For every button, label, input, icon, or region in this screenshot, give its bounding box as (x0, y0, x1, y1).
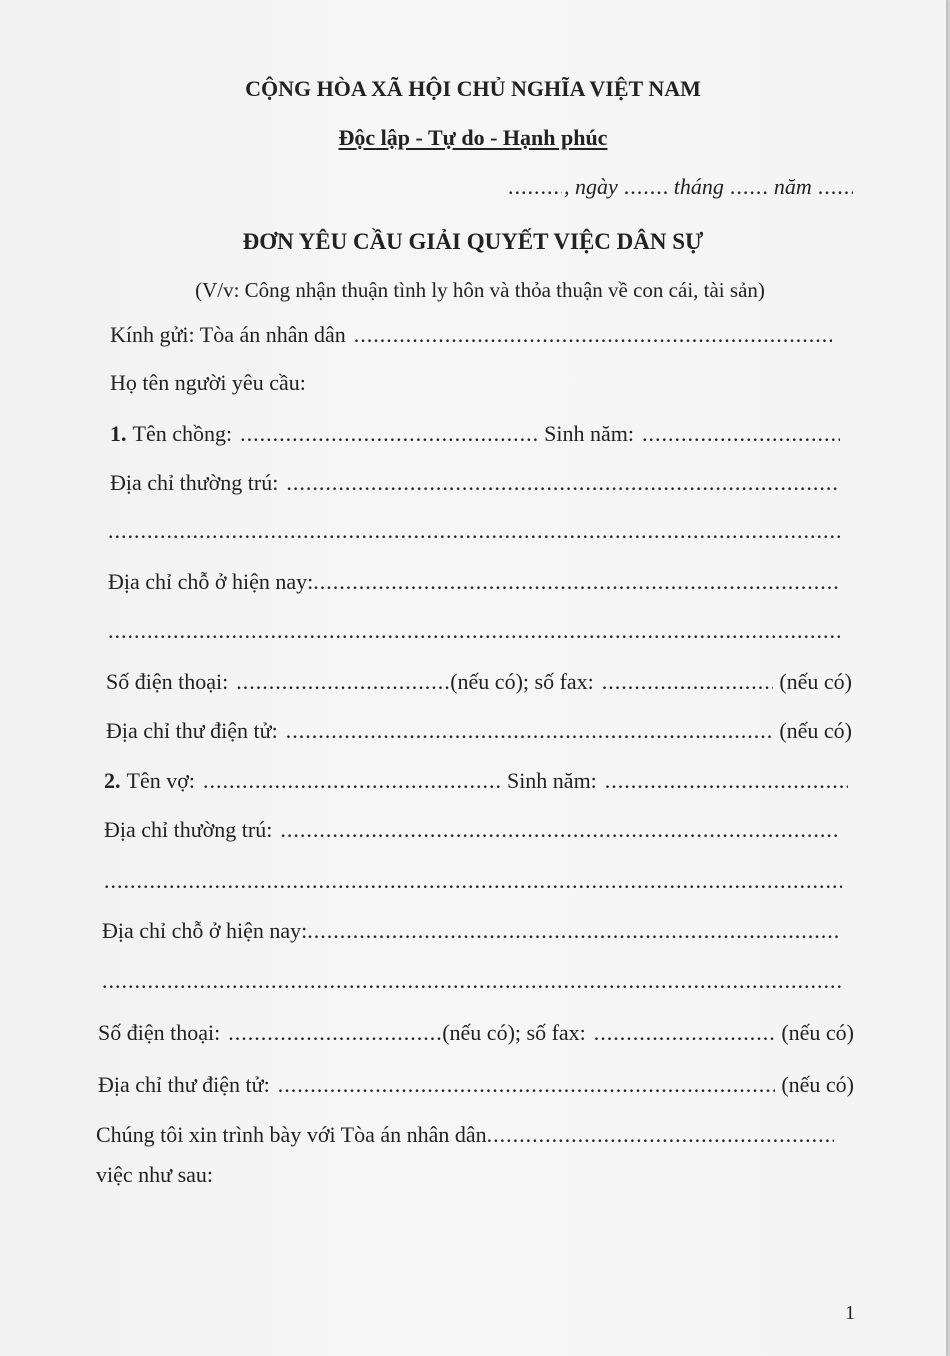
husband-phone-field[interactable] (236, 669, 450, 695)
husband-current-label: Địa chỉ chỗ ở hiện nay: (108, 569, 314, 594)
husband-current-continuation (108, 618, 840, 644)
wife-fax-label: (nếu có); số fax: (442, 1020, 586, 1045)
country-heading: CỘNG HÒA XÃ HỘI CHỦ NGHĨA VIỆT NAM (245, 76, 701, 101)
wife-permanent-label: Địa chỉ thường trú: (104, 817, 273, 842)
wife-current-label: Địa chỉ chỗ ở hiện nay: (102, 918, 308, 943)
date-ngay-label: ngày (575, 174, 618, 199)
husband-current-field-2[interactable] (108, 618, 840, 644)
husband-email-line (106, 718, 852, 744)
wife-email-field[interactable] (278, 1072, 776, 1098)
wife-permanent-field[interactable] (280, 817, 840, 843)
kinh-gui-field[interactable] (354, 322, 832, 348)
wife-fax-field[interactable] (594, 1020, 776, 1046)
husband-birth-field[interactable] (642, 421, 840, 447)
husband-current-field[interactable] (313, 569, 838, 595)
kinh-gui-line (110, 322, 832, 348)
husband-email-label: Địa chỉ thư điện tử: (106, 718, 278, 743)
date-year-dots (818, 174, 853, 200)
husband-number: 1. (110, 421, 127, 446)
wife-phone-field[interactable] (228, 1020, 442, 1046)
wife-email-label: Địa chỉ thư điện tử: (98, 1072, 270, 1097)
date-month-dots (730, 174, 770, 200)
wife-current-line (102, 918, 840, 944)
husband-permanent-field[interactable] (286, 470, 840, 496)
closing-court-field[interactable] (487, 1122, 834, 1148)
date-place-dots (508, 174, 562, 200)
wife-current-field-2[interactable] (102, 968, 842, 994)
wife-name-field[interactable] (203, 768, 503, 794)
closing-line (96, 1122, 834, 1148)
date-line: ..... , ngày ..... tháng ..... năm ..... (508, 174, 853, 200)
requester-name-label: Họ tên người yêu cầu: (110, 370, 306, 395)
husband-name-label: Tên chồng: (132, 421, 233, 446)
wife-permanent-continuation (104, 868, 842, 894)
husband-birth-label: Sinh năm: (544, 421, 634, 446)
wife-number: 2. (104, 768, 121, 793)
husband-phone-line (106, 669, 852, 695)
husband-email-optional: (nếu có) (779, 718, 852, 743)
wife-fax-optional: (nếu có) (781, 1020, 854, 1045)
wife-birth-field[interactable] (605, 768, 848, 794)
date-nam-label: năm (773, 174, 812, 199)
wife-name-line (104, 768, 848, 794)
page-number: 1 (845, 1302, 855, 1324)
date-thang-label: tháng (673, 174, 724, 199)
husband-permanent-line (110, 470, 840, 496)
wife-phone-label: Số điện thoại: (98, 1020, 221, 1045)
husband-fax-label: (nếu có); số fax: (450, 669, 594, 694)
kinh-gui-label: Kính gửi: Tòa án nhân dân (110, 322, 346, 347)
closing-text: Chúng tôi xin trình bày với Tòa án nhân dân (96, 1122, 487, 1147)
husband-name-line (110, 421, 840, 447)
husband-permanent-field-2[interactable] (108, 518, 840, 544)
wife-email-line (98, 1072, 854, 1098)
wife-permanent-line (104, 817, 840, 843)
husband-name-field[interactable] (240, 421, 540, 447)
document-subtitle: (V/v: Công nhận thuận tình ly hôn và thỏa thuận về con cái, tài sản) (195, 278, 765, 302)
wife-permanent-field-2[interactable] (104, 868, 842, 894)
husband-phone-label: Số điện thoại: (106, 669, 229, 694)
wife-current-continuation (102, 968, 842, 994)
husband-fax-field[interactable] (602, 669, 774, 695)
motto: Độc lập - Tự do - Hạnh phúc (338, 125, 608, 150)
wife-current-field[interactable] (307, 918, 840, 944)
husband-fax-optional: (nếu có) (779, 669, 852, 694)
husband-current-line (108, 569, 838, 595)
husband-email-field[interactable] (286, 718, 774, 744)
husband-permanent-label: Địa chỉ thường trú: (110, 470, 279, 495)
wife-name-label: Tên vợ: (126, 768, 195, 793)
wife-birth-label: Sinh năm: (506, 768, 597, 793)
document-title: ĐƠN YÊU CẦU GIẢI QUYẾT VIỆC DÂN SỰ (242, 229, 704, 254)
wife-phone-line (98, 1020, 854, 1046)
closing-text-2: việc như sau: (96, 1162, 214, 1187)
date-day-dots (624, 174, 670, 200)
husband-permanent-continuation (108, 518, 840, 544)
wife-email-optional: (nếu có) (781, 1072, 854, 1097)
